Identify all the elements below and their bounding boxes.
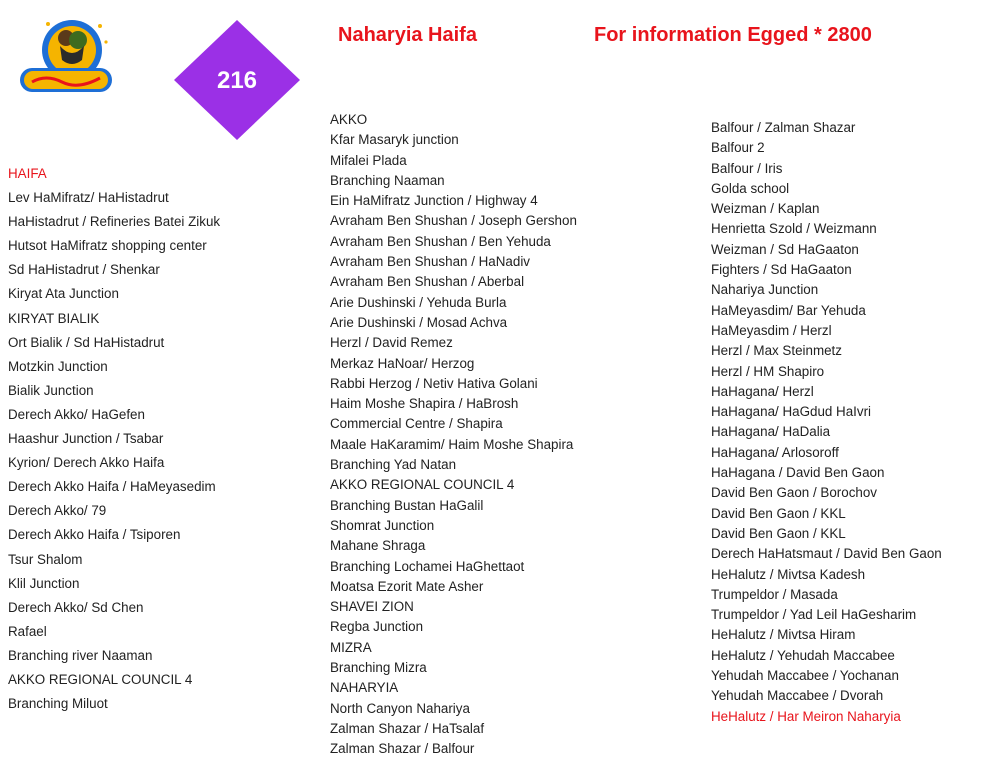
stop-item: AKKO REGIONAL COUNCIL 4 xyxy=(330,477,515,493)
stop-item: Yehudah Maccabee / Yochanan xyxy=(711,668,899,684)
stop-item: Rafael xyxy=(8,623,47,639)
stop-item: Arie Dushinski / Yehuda Burla xyxy=(330,294,507,310)
stop-item: HaHagana/ Arlosoroff xyxy=(711,444,839,460)
stop-item: Branching Lochamei HaGhettaot xyxy=(330,558,525,574)
stop-item: David Ben Gaon / Borochov xyxy=(711,485,877,501)
stop-item: Motzkin Junction xyxy=(8,358,108,374)
stop-item: HAIFA xyxy=(8,166,47,181)
stop-item: HaHistadrut / Refineries Batei Zikuk xyxy=(8,214,221,230)
stop-item: Ort Bialik / Sd HaHistadrut xyxy=(8,334,165,350)
stop-item: Avraham Ben Shushan / Joseph Gershon xyxy=(330,213,577,229)
stop-item: Derech Akko Haifa / HaMeyasedim xyxy=(8,479,216,495)
route-number: 216 xyxy=(216,67,258,94)
stop-item: SHAVEI ZION xyxy=(330,599,414,615)
stop-item: HaMeyasdim/ Bar Yehuda xyxy=(711,302,866,318)
stop-item: Avraham Ben Shushan / Aberbal xyxy=(330,274,525,290)
stop-item: KIRYAT BIALIK xyxy=(8,310,100,326)
stop-item: David Ben Gaon / KKL xyxy=(711,505,846,521)
stop-item: Commercial Centre / Shapira xyxy=(330,416,503,432)
stop-item: Weizman / Sd HaGaaton xyxy=(711,241,859,257)
stop-item: Regba Junction xyxy=(330,619,424,635)
stop-item: Yehudah Maccabee / Dvorah xyxy=(711,688,884,704)
stop-item: HeHalutz / Mivtsa Kadesh xyxy=(711,566,866,582)
stop-item: HeHalutz / Mivtsa Hiram xyxy=(711,627,856,643)
stop-item: Ein HaMifratz Junction / Highway 4 xyxy=(330,193,538,209)
stop-item: Fighters / Sd HaGaaton xyxy=(711,262,852,278)
stop-item: North Canyon Nahariya xyxy=(330,700,470,716)
stop-item: Haashur Junction / Tsabar xyxy=(8,431,164,447)
stop-item: Branching Miluot xyxy=(8,696,108,712)
stop-item: HaHagana/ HaDalia xyxy=(711,424,831,440)
stops-column-3 xyxy=(711,118,942,727)
stop-item: HaHagana/ HaGdud HaIvri xyxy=(711,404,872,420)
cartoon-logo-icon xyxy=(16,16,116,96)
stop-item: Herzl / David Remez xyxy=(330,335,453,351)
stops-column-2 xyxy=(330,110,577,760)
stop-item: Branching Naaman xyxy=(330,172,445,188)
stop-item: Derech Akko/ Sd Chen xyxy=(8,599,144,615)
stop-item: HaMeyasdim / Herzl xyxy=(711,322,832,338)
stop-item: Henrietta Szold / Weizmann xyxy=(711,221,877,237)
stop-item: Balfour / Iris xyxy=(711,160,783,176)
brand-logo xyxy=(16,16,116,96)
stop-item: Arie Dushinski / Mosad Achva xyxy=(330,314,508,330)
stop-item: Kyrion/ Derech Akko Haifa xyxy=(8,455,165,471)
stop-item: David Ben Gaon / KKL xyxy=(711,525,846,541)
stop-item: Merkaz HaNoar/ Herzog xyxy=(330,355,475,371)
stop-item: Avraham Ben Shushan / Ben Yehuda xyxy=(330,233,551,249)
stop-item: Branching river Naaman xyxy=(8,647,153,663)
stop-item: Klil Junction xyxy=(8,575,80,591)
stop-item: Nahariya Junction xyxy=(711,282,819,298)
stop-item: Derech Akko Haifa / Tsiporen xyxy=(8,527,181,543)
route-badge xyxy=(174,20,300,140)
stop-item: Herzl / Max Steinmetz xyxy=(711,343,842,359)
stop-item: AKKO REGIONAL COUNCIL 4 xyxy=(8,671,193,687)
stop-item: Mahane Shraga xyxy=(330,538,426,554)
stop-item: Trumpeldor / Masada xyxy=(711,586,838,602)
stop-item: Haim Moshe Shapira / HaBrosh xyxy=(330,396,519,412)
stop-item: Maale HaKaramim/ Haim Moshe Shapira xyxy=(330,436,574,452)
stop-item: Moatsa Ezorit Mate Asher xyxy=(330,578,484,594)
stop-item: Branching Yad Natan xyxy=(330,457,457,473)
stop-item: HeHalutz / Har Meiron Naharyia xyxy=(711,708,901,724)
stop-item: Zalman Shazar / Balfour xyxy=(330,741,475,757)
info-line: For information Egged * 2800 xyxy=(594,24,872,46)
stops-column-1 xyxy=(8,162,220,716)
stop-item: Avraham Ben Shushan / HaNadiv xyxy=(330,254,530,270)
stop-item: Derech HaHatsmaut / David Ben Gaon xyxy=(711,546,942,562)
stop-item: Balfour / Zalman Shazar xyxy=(711,120,856,135)
stop-item: Tsur Shalom xyxy=(8,551,83,567)
stop-item: Shomrat Junction xyxy=(330,517,435,533)
stop-item: Zalman Shazar / HaTsalaf xyxy=(330,720,485,736)
route-title: Naharyia Haifa xyxy=(338,24,477,46)
stop-item: HeHalutz / Yehudah Maccabee xyxy=(711,647,895,663)
stop-item: Golda school xyxy=(711,180,790,196)
stop-item: Bialik Junction xyxy=(8,382,94,398)
stop-item: Derech Akko/ 79 xyxy=(8,503,107,519)
stop-item: Sd HaHistadrut / Shenkar xyxy=(8,262,160,278)
stop-item: Branching Bustan HaGalil xyxy=(330,497,484,513)
stop-item: NAHARYIA xyxy=(330,680,399,696)
stop-item: Herzl / HM Shapiro xyxy=(711,363,825,379)
stop-item: AKKO xyxy=(330,112,368,127)
stop-item: Derech Akko/ HaGefen xyxy=(8,406,145,422)
stop-item: Trumpeldor / Yad Leil HaGesharim xyxy=(711,607,917,623)
stop-item: MIZRA xyxy=(330,639,372,655)
stop-item: HaHagana/ Herzl xyxy=(711,383,814,399)
stop-item: Kfar Masaryk junction xyxy=(330,132,459,148)
stop-item: Hutsot HaMifratz shopping center xyxy=(8,238,207,254)
stop-item: Branching Mizra xyxy=(330,660,427,676)
stop-item: Weizman / Kaplan xyxy=(711,201,820,217)
stop-item: Rabbi Herzog / Netiv Hativa Golani xyxy=(330,375,538,391)
stop-item: Lev HaMifratz/ HaHistadrut xyxy=(8,190,169,206)
stop-item: Mifalei Plada xyxy=(330,152,407,168)
stop-item: Kiryat Ata Junction xyxy=(8,286,119,302)
stop-item: HaHagana / David Ben Gaon xyxy=(711,465,885,481)
stop-item: Balfour 2 xyxy=(711,140,765,156)
